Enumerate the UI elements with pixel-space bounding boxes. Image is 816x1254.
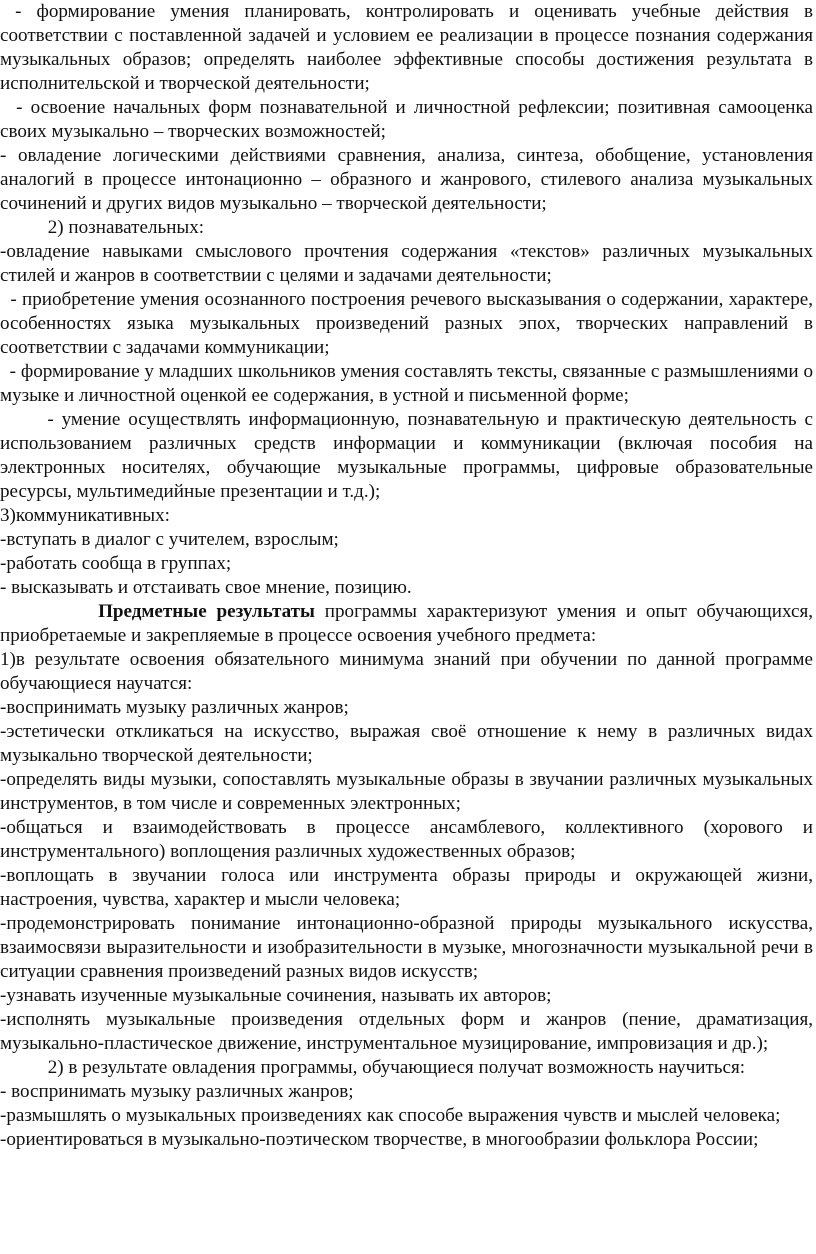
section-heading-cognitive: 2) познавательных: — [47, 217, 205, 238]
section-heading-communicative: 3)коммуникативных: — [0, 505, 170, 526]
list-item-define-types: -определять виды музыки, сопоставлять музыкальные образы в звучании различных музыкальных инструментов, в том числе и современных электронных; — [0, 769, 813, 814]
paragraph-speech-construction: - приобретение умения осознанного построения речевого высказывания о содержании, характере, особенностях языка музыкальных произведений разных эпох, творческих направлений в соответствии с задачами коммуникации; — [0, 289, 814, 358]
list-item-perceive-genres: - воспринимать музыку различных жанров; — [0, 1081, 354, 1102]
list-item-understanding: -продемонстрировать понимание интонационно-образной природы музыкального искусства, взаимосвязи выразительности и изобразительности в музыке, многозначности музыкальной речи в ситуации сравнения произведений разных видов искусств; — [0, 913, 813, 982]
paragraph-regulatory-planning: - формирование умения планировать, контролировать и оценивать учебные действия в соответствии с поставленной задачей и условием ее реализации в процессе познания содержания музыкальных образов; определять наиболее эффективные способы достижения результата в исполнительской и творческой деятельности; — [0, 1, 813, 94]
paragraph-reflection: - освоение начальных форм познавательной и личностной рефлексии; позитивная самооценка своих музыкально – творческих возможностей; — [0, 97, 813, 142]
list-item-dialogue: -вступать в диалог с учителем, взрослым; — [0, 529, 339, 550]
list-item-reflect-works: -размышлять о музыкальных произведениях как способе выражения чувств и мыслей человека; — [0, 1105, 781, 1126]
list-item-perceive-music: -воспринимать музыку различных жанров; — [0, 697, 349, 718]
list-item-embody-images: -воплощать в звучании голоса или инструмента образы природы и окружающей жизни, настроения, чувства, характер и мысли человека; — [0, 865, 813, 910]
list-item-aesthetic-response: -эстетически откликаться на искусство, выражая своё отношение к нему в различных видах музыкально творческой деятельности; — [0, 721, 813, 766]
paragraph-semantic-reading: -овладение навыками смыслового прочтения содержания «текстов» различных музыкальных стилей и жанров в соответствии с целями и задачами деятельности; — [0, 241, 813, 286]
paragraph-subject-results: Предметные результаты программы характеризуют умения и опыт обучающихся, приобретаемые и закрепляемые в процессе освоения учебного предмета: — [0, 601, 813, 646]
paragraph-opportunity-to-learn: 2) в результате овладения программы, обучающиеся получат возможность научиться: — [47, 1057, 746, 1078]
paragraph-will-learn: 1)в результате освоения обязательного минимума знаний при обучении по данной программе обучающиеся научатся: — [0, 649, 813, 694]
paragraph-logical-actions: - овладение логическими действиями сравнения, анализа, синтеза, обобщение, установления аналогий в процессе интонационно – образного и жанрового, стилевого анализа музыкальных сочинений и других видов музыкально – творческой деятельности; — [0, 145, 813, 214]
list-item-group-work: -работать сообща в группах; — [0, 553, 232, 574]
list-item-recognize-works: -узнавать изученные музыкальные сочинения, называть их авторов; — [0, 985, 552, 1006]
list-item-ensemble: -общаться и взаимодействовать в процессе ансамблевого, коллективного (хорового и инструментального) воплощения различных художественных образов; — [0, 817, 813, 862]
paragraph-information-activity: - умение осуществлять информационную, познавательную и практическую деятельность с использованием различных средств информации и коммуникации (включая пособия на электронных носителях, обучающие музыкальные программы, цифровые образовательные ресурсы, мультимедийные презентации и т.д.); — [0, 409, 814, 502]
paragraph-writing-texts: - формирование у младших школьников умения составлять тексты, связанные с размышлениями о музыке и личностной оценкой ее содержания, в устной и письменной форме; — [0, 361, 813, 406]
list-item-express-opinion: - высказывать и отстаивать свое мнение, позицию. — [0, 577, 412, 598]
subject-results-heading: Предметные результаты — [98, 601, 315, 622]
list-item-folklore: -ориентироваться в музыкально-поэтическом творчестве, в многообразии фольклора России; — [0, 1129, 759, 1150]
list-item-perform-works: -исполнять музыкальные произведения отдельных форм и жанров (пение, драматизация, музыкально-пластическое движение, инструментальное музицирование, импровизация и др.); — [0, 1009, 813, 1054]
